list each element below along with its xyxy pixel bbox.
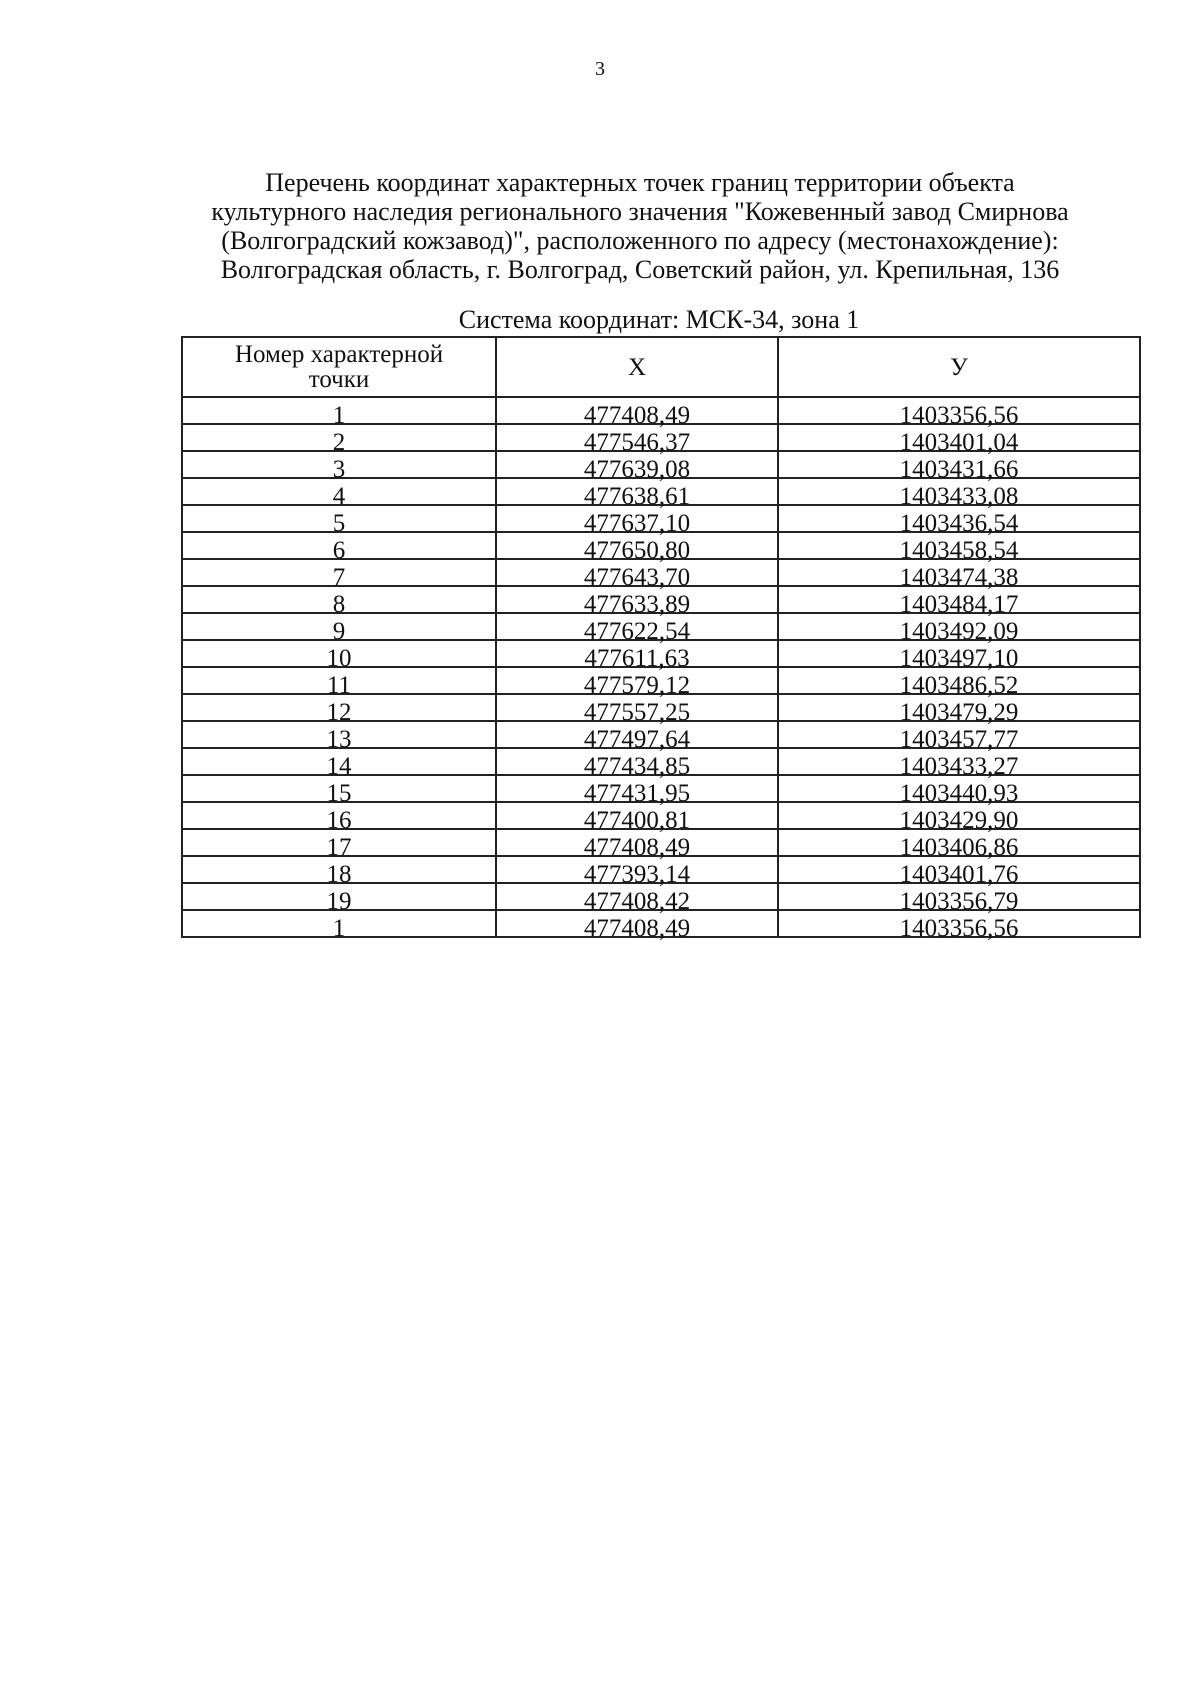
cell-x-value: 477400,81 [583,807,691,834]
cell-x [496,397,778,429]
cell-y [778,505,1140,537]
cell-x [496,910,778,942]
cell-x [496,775,778,807]
cell-x-value: 477637,10 [583,510,691,537]
page-number: 3 [595,58,605,80]
cell-x-value: 477579,12 [583,672,691,699]
cell-point-number [182,910,496,942]
table-row [182,397,1140,424]
cell-point-number-value: 1 [332,402,346,429]
table-row [182,424,1140,451]
cell-x [496,559,778,591]
cell-y [778,694,1140,726]
cell-y [778,586,1140,618]
cell-x [496,721,778,753]
cell-point-number [182,721,496,753]
cell-x [496,802,778,834]
cell-x-value: 477434,85 [583,753,691,780]
cell-y-value: 1403474,38 [899,564,1019,591]
table-row [182,748,1140,775]
title-line: Волгоградская область, г. Волгоград, Советский район, ул. Крепильная, 136 [220,255,1060,284]
cell-y [778,829,1140,861]
cell-y-value: 1403479,29 [899,699,1019,726]
table-row [182,829,1140,856]
cell-x-value: 477611,63 [584,645,690,672]
cell-y-value: 1403458,54 [899,537,1019,564]
cell-x [496,451,778,483]
cell-point-number [182,613,496,645]
cell-x-value: 477622,54 [583,618,691,645]
cell-y-value: 1403497,10 [899,645,1019,672]
cell-point-number-value: 6 [332,537,346,564]
table-row [182,694,1140,721]
cell-point-number-value: 8 [332,591,346,618]
table-row [182,559,1140,586]
cell-y-value: 1403429,90 [899,807,1019,834]
cell-y [778,424,1140,456]
cell-point-number-value: 17 [326,834,352,861]
cell-x [496,586,778,618]
cell-x [496,505,778,537]
cell-point-number-value: 3 [332,456,346,483]
cell-x [496,640,778,672]
cell-y-value: 1403457,77 [899,726,1019,753]
cell-point-number [182,424,496,456]
cell-y-value: 1403486,52 [899,672,1019,699]
table-body [182,397,1140,942]
cell-point-number [182,748,496,780]
cell-point-number-value: 11 [326,672,352,699]
cell-x-value: 477393,14 [583,861,691,888]
cell-x [496,748,778,780]
cell-y-value: 1403431,66 [899,456,1019,483]
cell-y-value: 1403436,54 [899,510,1019,537]
cell-point-number [182,775,496,807]
cell-y [778,397,1140,429]
header-point-line2: точки [308,366,370,393]
cell-point-number [182,802,496,834]
header-y: У [778,337,1140,397]
table-row [182,856,1140,883]
cell-x [496,532,778,564]
cell-x [496,883,778,915]
cell-point-number-value: 18 [326,861,352,888]
table-row [182,775,1140,802]
title-line: Перечень координат характерных точек границ территории объекта [265,168,1015,197]
cell-y-value: 1403401,04 [899,429,1019,456]
cell-point-number-value: 12 [326,699,352,726]
table-row [182,721,1140,748]
cell-x-value: 477639,08 [583,456,691,483]
cell-x-value: 477633,89 [583,591,691,618]
cell-y [778,613,1140,645]
cell-x [496,856,778,888]
cell-point-number [182,586,496,618]
table-row [182,667,1140,694]
cell-point-number [182,397,496,429]
cell-x [496,694,778,726]
cell-y [778,559,1140,591]
cell-y [778,451,1140,483]
title-line: (Волгоградский кожзавод)", расположенного по адресу (местонахождение): [221,226,1059,255]
cell-y [778,721,1140,753]
cell-y [778,640,1140,672]
cell-y [778,775,1140,807]
cell-x-value: 477408,42 [583,888,691,915]
cell-point-number [182,667,496,699]
cell-point-number-value: 9 [332,618,346,645]
cell-point-number [182,559,496,591]
table-row [182,586,1140,613]
cell-y-value: 1403440,93 [899,780,1019,807]
header-point-number [182,337,496,397]
cell-x-value: 477431,95 [583,780,691,807]
document-title [150,168,1130,284]
table-row [182,910,1140,937]
cell-point-number [182,478,496,510]
cell-x-value: 477408,49 [583,402,691,429]
cell-y [778,883,1140,915]
table-header-row [182,337,1140,397]
cell-x [496,478,778,510]
cell-y [778,532,1140,564]
cell-point-number-value: 13 [326,726,352,753]
cell-x-value: 477650,80 [583,537,691,564]
cell-y-value: 1403356,56 [899,915,1019,942]
table-row [182,532,1140,559]
header-x: X [496,337,778,397]
cell-y-value: 1403492,09 [899,618,1019,645]
table-row [182,802,1140,829]
cell-point-number [182,856,496,888]
table-row [182,640,1140,667]
table-row [182,478,1140,505]
cell-point-number-value: 16 [326,807,352,834]
header-point-line1: Номер характерной [234,341,444,368]
cell-x [496,613,778,645]
cell-point-number [182,883,496,915]
cell-point-number-value: 1 [332,915,346,942]
cell-y [778,802,1140,834]
cell-y-value: 1403356,79 [899,888,1019,915]
cell-point-number [182,451,496,483]
cell-x [496,667,778,699]
cell-point-number [182,640,496,672]
cell-x-value: 477497,64 [583,726,691,753]
cell-point-number-value: 5 [332,510,346,537]
cell-point-number-value: 10 [326,645,352,672]
cell-point-number [182,505,496,537]
cell-point-number-value: 19 [326,888,352,915]
cell-y [778,910,1140,942]
cell-point-number-value: 2 [332,429,346,456]
table-row [182,613,1140,640]
cell-x [496,424,778,456]
cell-x [496,829,778,861]
table-row [182,505,1140,532]
coordinate-system-caption: Система координат: МСК-34, зона 1 [458,305,860,334]
cell-x-value: 477408,49 [583,915,691,942]
cell-point-number-value: 4 [332,483,346,510]
cell-x-value: 477557,25 [583,699,691,726]
cell-y [778,478,1140,510]
cell-y-value: 1403484,17 [899,591,1019,618]
cell-x-value: 477638,61 [583,483,691,510]
cell-x-value: 477546,37 [583,429,691,456]
cell-y [778,856,1140,888]
coordinates-table [181,336,1141,942]
cell-y-value: 1403433,27 [899,753,1019,780]
table-row [182,883,1140,910]
cell-x-value: 477643,70 [583,564,691,591]
cell-point-number [182,694,496,726]
cell-point-number-value: 15 [326,780,352,807]
cell-y [778,667,1140,699]
cell-y-value: 1403433,08 [899,483,1019,510]
cell-point-number [182,829,496,861]
cell-point-number [182,532,496,564]
cell-point-number-value: 7 [332,564,346,591]
cell-y-value: 1403401,76 [899,861,1019,888]
cell-y-value: 1403356,56 [899,402,1019,429]
cell-point-number-value: 14 [326,753,352,780]
cell-x-value: 477408,49 [583,834,691,861]
cell-y-value: 1403406,86 [899,834,1019,861]
cell-y [778,748,1140,780]
title-line: культурного наследия регионального значения "Кожевенный завод Смирнова [211,197,1069,226]
table-row [182,451,1140,478]
